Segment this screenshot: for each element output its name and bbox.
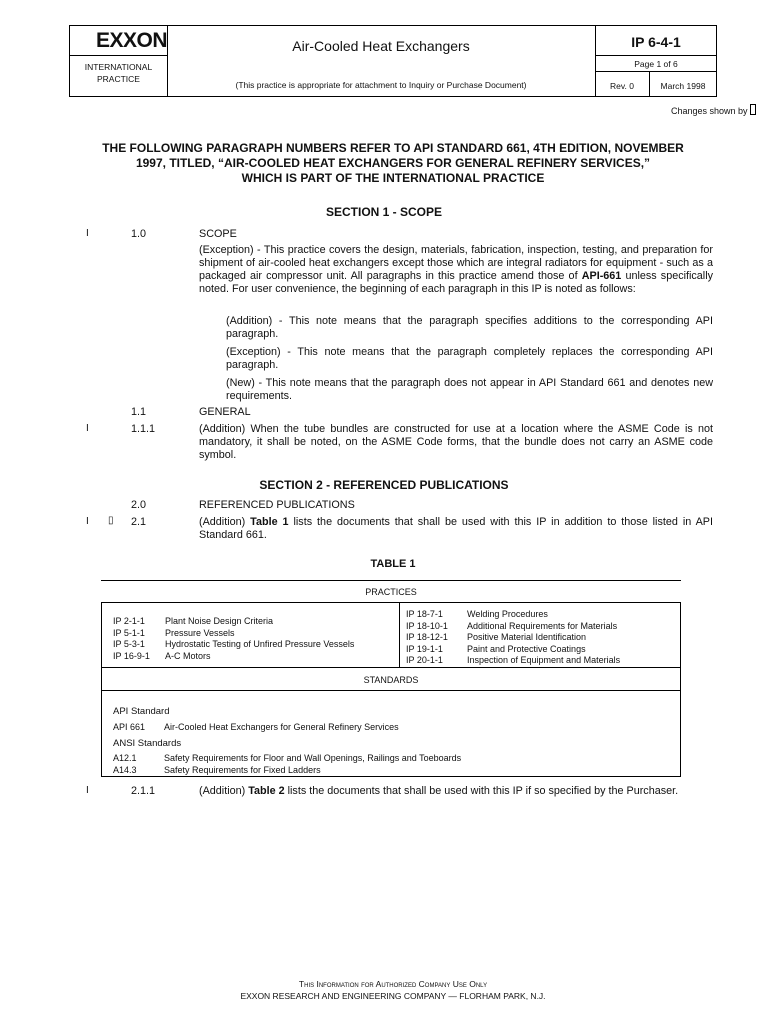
api-standard-label: API Standard [113, 706, 170, 717]
para-2-1-1-number: 2.1.1 [131, 785, 156, 797]
exxon-logo: EXXON [96, 29, 168, 52]
note-new: (New) - This note means that the paragraph does not appear in API Standard 661 and denotes new requirements. [226, 377, 713, 402]
intro-line3: WHICH IS PART OF THE INTERNATIONAL PRACTICE [241, 171, 545, 185]
list-item: A14.3 Safety Requirements for Fixed Ladders [113, 764, 321, 775]
section1-heading: SECTION 1 - SCOPE [325, 205, 443, 219]
list-item: IP 20-1-1 Inspection of Equipment and Materials [406, 655, 621, 665]
table1-title: TABLE 1 [370, 558, 416, 570]
footer-line2: EXXON RESEARCH AND ENGINEERING COMPANY — FLORHAM PARK, N.J. [240, 991, 546, 1001]
intro-paragraph [0, 141, 768, 186]
list-item: IP 5-3-1 Hydrostatic Testing of Unfired Pressure Vessels [113, 639, 355, 649]
para-2-1-number: 2.1 [131, 516, 147, 528]
list-item: IP 19-1-1 Paint and Protective Coatings [406, 643, 586, 654]
revision-date: March 1998 [660, 81, 706, 91]
intro-line1: THE FOLLOWING PARAGRAPH NUMBERS REFER TO API STANDARD 661, 4TH EDITION, NOVEMBER [102, 141, 684, 155]
para-1-1-1-number: 1.1.1 [131, 423, 156, 435]
practices-right-list [406, 609, 620, 667]
ip-number: IP 6-4-1 [631, 34, 681, 50]
document-title: Air-Cooled Heat Exchangers [292, 38, 470, 54]
document-subtitle: (This practice is appropriate for attachment to Inquiry or Purchase Document) [235, 80, 527, 90]
table1 [101, 580, 681, 777]
practices-header: PRACTICES [365, 587, 417, 597]
document-header [69, 25, 717, 97]
change-mark: I [86, 228, 89, 239]
list-item: A12.1 Safety Requirements for Floor and Wall Openings, Railings and Toeboards [113, 753, 462, 763]
note-addition: (Addition) - This note means that the paragraph specifies additions to the corresponding API paragraph. [226, 315, 713, 340]
revision: Rev. 0 [610, 81, 634, 91]
ansi-label: ANSI Standards [113, 738, 182, 749]
changes-note-text: Changes shown by [671, 106, 748, 116]
list-item: IP 2-1-1 Plant Noise Design Criteria [113, 616, 274, 626]
list-item: IP 18-7-1 Welding Procedures [406, 609, 548, 619]
para-1-1-title: GENERAL [199, 406, 251, 418]
ansi-list [113, 753, 461, 776]
para-1-1-1-text: (Addition) When the tube bundles are constructed for use at a location where the ASME Code is not mandatory, it shall be noted, on the ASME Code forms, that the bundle does not carry an ASME code symbol. [199, 423, 713, 461]
practice-label-line1: INTERNATIONAL [84, 62, 153, 72]
api-661-row: API 661 Air-Cooled Heat Exchangers for General Refinery Services [113, 722, 399, 732]
practice-label-line2: PRACTICE [97, 74, 140, 84]
change-mark: I [86, 516, 89, 527]
change-bar-icon [750, 104, 756, 115]
change-mark: I [86, 785, 89, 796]
practices-left-list [113, 616, 354, 662]
para-2-1-1-text: (Addition) Table 2 lists the documents that shall be used with this IP if so specified by the Purchaser. [199, 785, 679, 797]
list-item: IP 18-10-1 Additional Requirements for Materials [406, 620, 618, 631]
change-box-mark: ▯ [108, 515, 114, 526]
para-1-0-title: SCOPE [199, 228, 237, 240]
intro-line2: 1997, TITLED, “AIR-COOLED HEAT EXCHANGERS FOR GENERAL REFINERY SERVICES,” [135, 156, 651, 170]
para-1-0-number: 1.0 [131, 228, 147, 240]
note-exception: (Exception) - This note means that the paragraph completely replaces the corresponding API paragraph. [226, 346, 713, 371]
footer-line1: This Information for Authorized Company Use Only [298, 979, 488, 989]
para-2-0-number: 2.0 [131, 499, 147, 511]
para-1-1-number: 1.1 [131, 406, 147, 418]
para-1-0-text: (Exception) - This practice covers the design, materials, fabrication, inspection, testing, and preparation for shipment of air-cooled heat exchangers except those which are integral radiators for equipment - such as a packaged air compressor unit. All paragraphs in this practice amend those of API-661 unless specifically noted. For user convenience, the beginning of each paragraph in this IP is noted as follows: [199, 244, 713, 295]
changes-note [671, 104, 756, 116]
page-number: Page 1 of 6 [634, 59, 678, 69]
list-item: IP 16-9-1 A-C Motors [113, 650, 211, 661]
list-item: IP 18-12-1 Positive Material Identification [406, 632, 587, 642]
para-2-1-text: (Addition) Table 1 lists the documents that shall be used with this IP in addition to those listed in API Standard 661. [199, 516, 713, 541]
section2-heading: SECTION 2 - REFERENCED PUBLICATIONS [259, 478, 509, 492]
change-mark: I [86, 423, 89, 434]
list-item: IP 5-1-1 Pressure Vessels [113, 627, 235, 638]
standards-header: STANDARDS [363, 675, 419, 685]
para-2-0-title: REFERENCED PUBLICATIONS [199, 499, 355, 511]
